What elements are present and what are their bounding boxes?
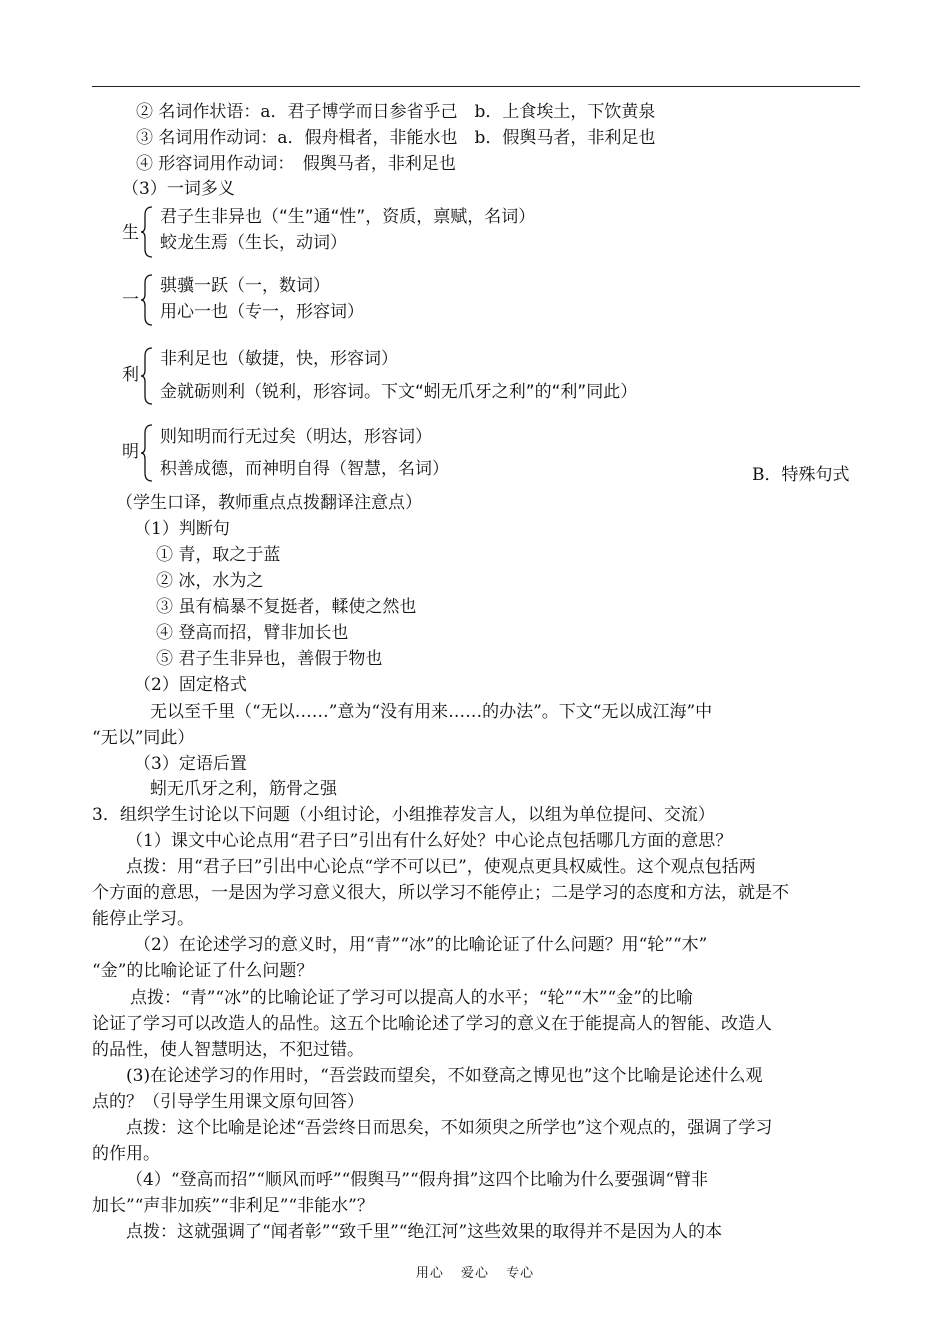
text-line: 加长”“声非加疾”“非利足”“非能水”？ bbox=[92, 1196, 374, 1216]
text-line: ③ 虽有槁暴不复挺者，輮使之然也 bbox=[156, 597, 417, 617]
text-line: 的作用。 bbox=[92, 1144, 160, 1164]
text-line: ④ 形容词用作动词： 假舆马者，非利足也 bbox=[136, 154, 456, 174]
text-line: （3）一词多义 bbox=[122, 179, 235, 199]
brace-icon bbox=[140, 273, 154, 327]
polysemy-def: 积善成德，而神明自得（智慧，名词） bbox=[160, 459, 449, 479]
text-line: 点拨：用“君子曰”引出中心论点“学不可以已”，使观点更具权威性。这个观点包括两 bbox=[126, 857, 756, 877]
text-line: 论证了学习可以改造人的品性。这五个比喻论述了学习的意义在于能提高人的智能、改造人 bbox=[92, 1014, 772, 1034]
polysemy-def: 金就砺则利（锐利，形容词。下文“蚓无爪牙之利”的“利”同此） bbox=[160, 382, 638, 402]
polysemy-def: 君子生非异也（“生”通“性”，资质，禀赋，名词） bbox=[160, 207, 536, 227]
brace-icon bbox=[140, 346, 154, 406]
section-heading: B．特殊句式 bbox=[752, 465, 850, 485]
text-line: 无以至千里（“无以……”意为“没有用来……的办法”。下文“无以成江海”中 bbox=[150, 702, 713, 722]
text-line: （2）在论述学习的意义时，用“青”“冰”的比喻论证了什么问题？用“轮”“木” bbox=[134, 935, 708, 955]
text-line: 能停止学习。 bbox=[92, 909, 194, 929]
page-footer bbox=[0, 1262, 950, 1281]
footer-item: 专心 bbox=[506, 1266, 535, 1281]
text-line: 点的？（引导学生用课文原句回答） bbox=[92, 1092, 364, 1112]
text-line: 个方面的意思，一是因为学习意义很大，所以学习不能停止；二是学习的态度和方法，就是不 bbox=[92, 883, 789, 903]
polysemy-def: 用心一也（专一，形容词） bbox=[160, 302, 364, 322]
brace-icon bbox=[140, 423, 154, 483]
text-line: 点拨：“青”“冰”的比喻论证了学习可以提高人的水平；“轮”“木”“金”的比喻 bbox=[130, 988, 693, 1008]
polysemy-char: 利 bbox=[122, 365, 139, 385]
polysemy-def: 蛟龙生焉（生长，动词） bbox=[160, 233, 347, 253]
text-line: 的品性，使人智慧明达，不犯过错。 bbox=[92, 1040, 364, 1060]
text-line: 点拨：这个比喻是论述“吾尝终日而思矣，不如须臾之所学也”这个观点的，强调了学习 bbox=[126, 1118, 773, 1138]
text-line: （1）课文中心论点用“君子曰”引出有什么好处？中心论点包括哪几方面的意思？ bbox=[126, 831, 733, 851]
text-line: （1）判断句 bbox=[134, 519, 230, 539]
text-line: “无以”同此） bbox=[92, 728, 195, 748]
polysemy-char: 生 bbox=[122, 223, 139, 243]
polysemy-def: 非利足也（敏捷，快，形容词） bbox=[160, 349, 398, 369]
polysemy-char: 一 bbox=[122, 290, 139, 310]
text-line: ③ 名词用作动词：a．假舟楫者，非能水也 b．假舆马者，非利足也 bbox=[136, 128, 656, 148]
text-line: （2）固定格式 bbox=[134, 675, 247, 695]
text-line: “金”的比喻论证了什么问题？ bbox=[92, 961, 314, 981]
polysemy-def: 骐骥一跃（一，数词） bbox=[160, 276, 330, 296]
text-line: （学生口译，教师重点点拨翻译注意点） bbox=[116, 493, 422, 513]
text-line: 3．组织学生讨论以下问题（小组讨论，小组推荐发言人，以组为单位提问、交流） bbox=[92, 805, 715, 825]
text-line: 蚓无爪牙之利，筋骨之强 bbox=[150, 779, 337, 799]
text-line: （3）定语后置 bbox=[134, 754, 247, 774]
text-line: (3)在论述学习的作用时，“吾尝跂而望矣，不如登高之博见也”这个比喻是论述什么观 bbox=[126, 1066, 763, 1086]
footer-item: 爱心 bbox=[460, 1266, 489, 1281]
footer-item: 用心 bbox=[415, 1266, 444, 1281]
polysemy-char: 明 bbox=[122, 442, 139, 462]
brace-icon bbox=[140, 205, 154, 259]
text-line: 点拨：这就强调了“闻者彰”“致千里”“绝江河”这些效果的取得并不是因为人的本 bbox=[126, 1222, 723, 1242]
header-rule bbox=[92, 86, 860, 87]
text-line: ④ 登高而招，臂非加长也 bbox=[156, 623, 349, 643]
text-line: （4）“登高而招”“顺风而呼”“假舆马”“假舟揖”这四个比喻为什么要强调“臂非 bbox=[126, 1170, 709, 1190]
text-line: ① 青，取之于蓝 bbox=[156, 545, 281, 565]
polysemy-def: 则知明而行无过矣（明达，形容词） bbox=[160, 427, 432, 447]
text-line: ② 冰，水为之 bbox=[156, 571, 264, 591]
text-line: ⑤ 君子生非异也，善假于物也 bbox=[156, 649, 383, 669]
text-line: ② 名词作状语：a．君子博学而日参省乎己 b．上食埃土，下饮黄泉 bbox=[136, 102, 656, 122]
